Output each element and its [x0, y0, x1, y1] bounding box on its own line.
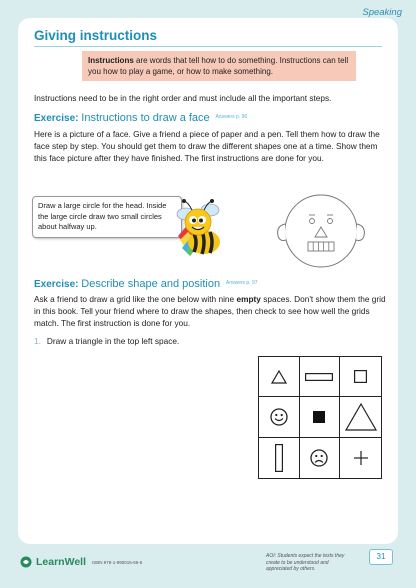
shape-grid [258, 356, 382, 479]
exercise2-answers-ref: Answers p. 97 [225, 280, 258, 286]
square-outline-icon [354, 370, 367, 383]
exercise2-text-start: Ask a friend to draw a grid like the one below with nine [34, 294, 237, 304]
grid-cell [259, 397, 300, 437]
definition-box [82, 51, 356, 81]
exercise1-label: Exercise: [34, 113, 79, 124]
page-title: Giving instructions [34, 28, 158, 43]
triangle-icon [271, 370, 287, 384]
grid-cell [340, 357, 381, 397]
section-label: Speaking [362, 7, 402, 18]
smiley-face-icon [270, 408, 288, 426]
aoi-note: AOI: Students expect the texts they create to be understood and appreciated by others. [266, 553, 345, 572]
rectangle-icon [305, 373, 333, 381]
grid-cell [300, 397, 341, 437]
definition-term: Instructions [88, 56, 134, 65]
exercise1-heading [34, 112, 247, 124]
sad-face-icon [310, 449, 328, 467]
page-number: 31 [369, 549, 393, 565]
step-number: 1. [34, 336, 41, 346]
filled-square-icon [313, 411, 325, 423]
exercise2-text-end: spaces. Don't show them the grid in this book. Tell your friend where to draw the shapes, then check to see how well the grids match. The first instruction is done for you. [34, 294, 386, 328]
exercise2-emphasis: empty [236, 294, 261, 304]
exercise1-title: Instructions to draw a face [81, 112, 210, 124]
grid-cell [259, 438, 300, 478]
intro-paragraph: Instructions need to be in the right order and must include all the important steps. [34, 93, 332, 103]
grid-cell [300, 438, 341, 478]
brand-name: LearnWell [36, 556, 86, 568]
instruction-step [34, 336, 179, 346]
large-triangle-icon [345, 403, 377, 431]
exercise1-answers-ref: Answers p. 96 [215, 114, 248, 120]
exercise2-label: Exercise: [34, 279, 79, 290]
grid-cell [259, 357, 300, 397]
speech-bubble: Draw a large circle for the head. Inside the large circle draw two small circles about halfway up. [32, 196, 182, 238]
grid-cell [340, 397, 381, 437]
exercise2-instructions [34, 293, 386, 329]
workbook-page [18, 18, 398, 544]
plus-icon [353, 450, 369, 466]
face-drawing [266, 190, 376, 272]
tall-rectangle-icon [275, 444, 283, 472]
learnwell-logo-icon [20, 556, 32, 568]
bee-mascot-icon [168, 196, 228, 262]
exercise2-heading [34, 278, 258, 290]
isbn-text: ISBN 978-1-990015-65-6 [92, 560, 143, 565]
brand-logo [20, 556, 86, 568]
definition-text: are words that tell how to do something. Instructions can tell you how to play a game, or how to make something. [88, 56, 349, 76]
exercise1-instructions: Here is a picture of a face. Give a friend a piece of paper and a pen. Tell them how to draw the face step by step. You should get them to draw the different shapes one at a time. Show them this face picture after they have finished. The first instructions are done for you. [34, 129, 380, 163]
title-divider [34, 46, 382, 47]
step-text: Draw a triangle in the top left space. [46, 336, 180, 346]
grid-cell [300, 357, 341, 397]
exercise2-title: Describe shape and position [81, 278, 221, 290]
grid-cell [340, 438, 381, 478]
